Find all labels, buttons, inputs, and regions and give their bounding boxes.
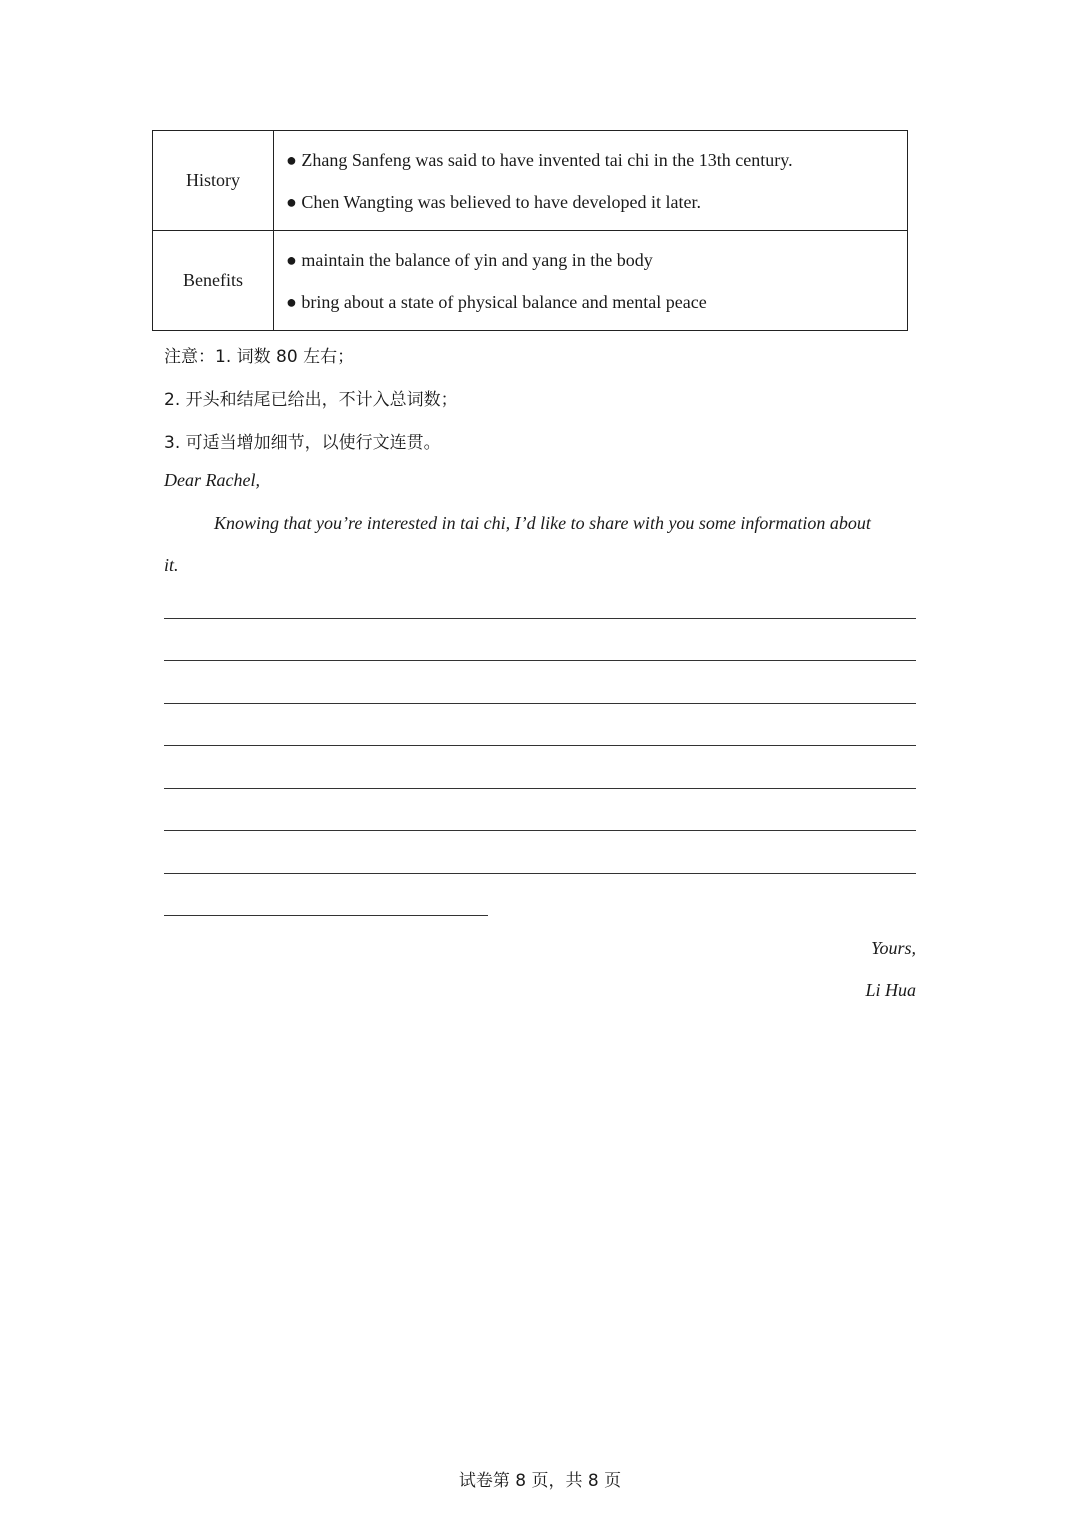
letter-salutation: Dear Rachel, xyxy=(164,470,260,490)
letter-closing: Yours, xyxy=(871,938,916,958)
writing-line[interactable] xyxy=(164,830,916,831)
letter-opening-line: Knowing that you’re interested in tai chi, I’d like to share with you some information about xyxy=(214,513,871,533)
bullet-item: ● Chen Wangting was believed to have developed it later. xyxy=(286,191,701,212)
letter-signature: Li Hua xyxy=(865,980,916,1000)
writing-line[interactable] xyxy=(164,618,916,619)
writing-line-short[interactable] xyxy=(164,915,488,916)
writing-line[interactable] xyxy=(164,745,916,746)
note-line-2: 2. 开头和结尾已给出，不计入总词数； xyxy=(164,390,458,410)
table-row-benefits xyxy=(153,231,908,331)
writing-line[interactable] xyxy=(164,873,916,874)
bullet-item: ● Zhang Sanfeng was said to have invented tai chi in the 13th century. xyxy=(286,149,793,170)
row-content-benefits xyxy=(274,231,908,331)
writing-line[interactable] xyxy=(164,703,916,704)
table-row-history xyxy=(153,131,908,231)
note-line-3: 3. 可适当增加细节，以使行文连贯。 xyxy=(164,433,441,453)
note-line-1: 注意：1. 词数 80 左右； xyxy=(164,347,355,367)
page-footer: 试卷第 8 页，共 8 页 xyxy=(458,1471,622,1491)
row-content-history xyxy=(274,131,908,231)
writing-line[interactable] xyxy=(164,788,916,789)
info-table xyxy=(152,130,908,331)
writing-line[interactable] xyxy=(164,660,916,661)
bullet-item: ● bring about a state of physical balance and mental peace xyxy=(286,291,707,312)
row-label-benefits: Benefits xyxy=(153,231,274,331)
bullet-item: ● maintain the balance of yin and yang in the body xyxy=(286,249,653,270)
row-label-history: History xyxy=(153,131,274,231)
letter-opening-continuation: it. xyxy=(164,555,179,575)
